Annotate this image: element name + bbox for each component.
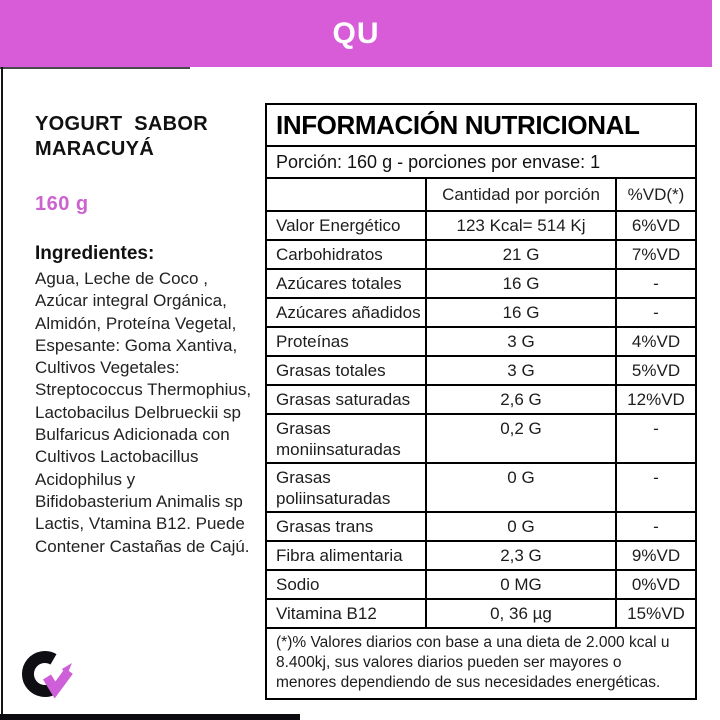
footnote-line: (*)% Valores diarios con base a una dieta de 2.000 kcal u xyxy=(276,634,670,651)
table-row xyxy=(267,386,695,415)
table-cell-dv: 12%VD xyxy=(615,386,695,413)
table-row xyxy=(267,542,695,571)
portion-line: Porción: 160 g - porciones por envase: 1 xyxy=(267,147,695,179)
nutrition-table-title: INFORMACIÓN NUTRICIONAL xyxy=(267,105,695,147)
table-cell-label: Fibra alimentaria xyxy=(276,546,403,565)
brand-name: QU xyxy=(332,16,380,50)
ingredients-line: Cultivos Lactobacillus xyxy=(35,447,199,467)
table-cell-dv: - xyxy=(615,415,695,462)
table-cell-dv: - xyxy=(615,270,695,297)
table-cell-qty: 2,3 G xyxy=(425,542,615,569)
table-row xyxy=(267,464,695,513)
column-header-dv: %VD(*) xyxy=(615,179,695,210)
product-title xyxy=(35,112,267,162)
column-header-quantity: Cantidad por porción xyxy=(425,179,615,210)
table-cell-label: Carbohidratos xyxy=(276,245,383,264)
table-cell-qty: 16 G xyxy=(425,299,615,326)
table-cell-label: Azúcares totales xyxy=(276,274,402,293)
table-cell-label: Grasas poliinsaturadas xyxy=(276,468,391,508)
product-title-line2: MARACUYÁ xyxy=(35,138,155,160)
table-row xyxy=(267,513,695,542)
ingredients-line: Lactis, Vtamina B12. Puede xyxy=(35,514,245,534)
table-cell-qty: 0,2 G xyxy=(425,415,615,462)
table-cell-dv: 9%VD xyxy=(615,542,695,569)
table-cell-qty: 21 G xyxy=(425,241,615,268)
table-column-headers xyxy=(267,179,695,212)
ingredients-line: Bulfaricus Adicionada con xyxy=(35,425,230,445)
table-cell-qty: 3 G xyxy=(425,357,615,384)
table-row xyxy=(267,328,695,357)
ingredients-line: Streptococcus Thermophius, xyxy=(35,380,252,400)
table-cell-qty: 0 G xyxy=(425,464,615,511)
table-row xyxy=(267,270,695,299)
table-cell-label: Azúcares añadidos xyxy=(276,303,421,322)
ingredients-line: Azúcar integral Orgánica, xyxy=(35,291,227,311)
product-title-line1: YOGURT SABOR xyxy=(35,113,208,135)
table-cell-dv: 15%VD xyxy=(615,600,695,627)
column-header-empty xyxy=(267,179,425,210)
bottom-edge-line xyxy=(0,714,300,720)
g-checkmark-logo-icon xyxy=(20,646,74,706)
table-row xyxy=(267,415,695,464)
table-cell-label: Grasas saturadas xyxy=(276,390,411,409)
table-cell-label: Grasas trans xyxy=(276,517,374,536)
table-cell-qty: 0 MG xyxy=(425,571,615,598)
table-cell-qty: 16 G xyxy=(425,270,615,297)
table-cell-dv: 7%VD xyxy=(615,241,695,268)
table-cell-qty: 3 G xyxy=(425,328,615,355)
nutrition-rows xyxy=(267,212,695,629)
table-cell-label: Grasas moniinsaturadas xyxy=(276,419,401,459)
ingredients-line: Acidophilus y xyxy=(35,469,136,489)
ingredients-line: Lactobacilus Delbrueckii sp xyxy=(35,402,241,422)
table-row xyxy=(267,571,695,600)
table-cell-label: Grasas totales xyxy=(276,361,386,380)
product-weight: 160 g xyxy=(35,193,89,215)
table-cell-qty: 0, 36 µg xyxy=(425,600,615,627)
left-edge-line xyxy=(1,67,3,720)
table-cell-dv: - xyxy=(615,513,695,540)
table-row xyxy=(267,299,695,328)
table-cell-dv: 4%VD xyxy=(615,328,695,355)
footnote-line: menores dependiendo de sus necesidades energéticas. xyxy=(276,674,661,691)
table-cell-dv: 0%VD xyxy=(615,571,695,598)
table-row xyxy=(267,212,695,241)
table-row xyxy=(267,241,695,270)
brand-banner xyxy=(0,0,712,67)
table-cell-qty: 0 G xyxy=(425,513,615,540)
ingredients-line: Almidón, Proteína Vegetal, xyxy=(35,313,237,333)
ingredients-line: Contener Castañas de Cajú. xyxy=(35,536,250,556)
table-cell-label: Proteínas xyxy=(276,332,349,351)
ingredients-line: Bifidobasterium Animalis sp xyxy=(35,491,243,511)
ingredients-list xyxy=(35,268,267,558)
table-cell-qty: 123 Kcal= 514 Kj xyxy=(425,212,615,239)
table-cell-label: Sodio xyxy=(276,575,320,594)
brand-logo xyxy=(20,646,74,706)
table-cell-dv: - xyxy=(615,299,695,326)
ingredients-line: Cultivos Vegetales: xyxy=(35,358,180,378)
table-cell-qty: 2,6 G xyxy=(425,386,615,413)
table-row xyxy=(267,357,695,386)
daily-values-footnote xyxy=(267,629,695,698)
banner-underline xyxy=(0,67,190,69)
ingredients-heading: Ingredientes: xyxy=(35,243,155,264)
table-row xyxy=(267,600,695,629)
table-cell-dv: - xyxy=(615,464,695,511)
ingredients-line: Espesante: Goma Xantiva, xyxy=(35,335,238,355)
footnote-line: 8.400kj, sus valores diarios pueden ser mayores o xyxy=(276,654,622,671)
table-cell-dv: 5%VD xyxy=(615,357,695,384)
table-cell-label: Valor Energético xyxy=(276,216,401,235)
ingredients-line: Agua, Leche de Coco , xyxy=(35,269,208,288)
table-cell-dv: 6%VD xyxy=(615,212,695,239)
table-cell-label: Vitamina B12 xyxy=(276,604,377,623)
nutrition-table xyxy=(265,103,697,700)
product-info-panel xyxy=(35,112,267,558)
